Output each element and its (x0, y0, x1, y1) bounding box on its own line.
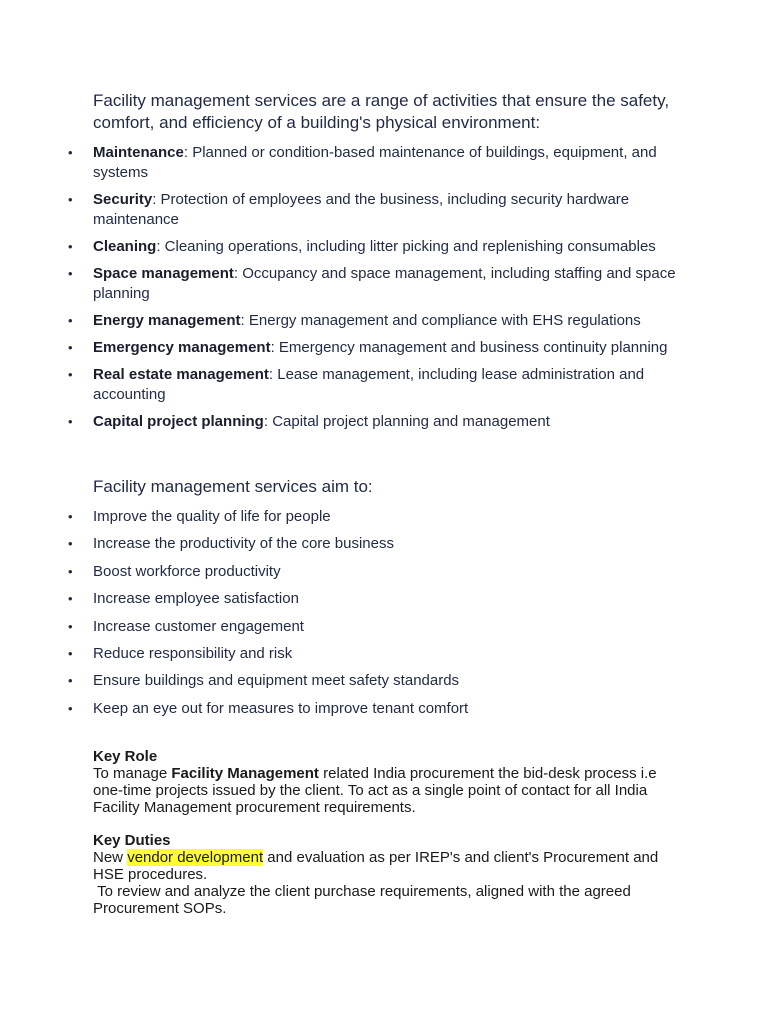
list-item (0, 412, 683, 432)
list-item (0, 143, 683, 183)
list-item (0, 338, 683, 358)
service-term: Maintenance (93, 144, 184, 161)
key-duties-heading: Key Duties (93, 832, 171, 849)
key-role-text-after: related India procurement the bid-desk process i.e one-time projects issued by the client. To act as a single point of contact for all India Facility Management procurement requirements. (93, 765, 657, 816)
bullet-icon: • (68, 239, 73, 254)
service-desc: : Planned or condition-based maintenance of buildings, equipment, and systems (93, 144, 657, 181)
service-desc: : Occupancy and space management, including staffing and space planning (93, 265, 676, 302)
bullet-icon: • (68, 645, 73, 661)
list-item (0, 589, 683, 609)
list-item (0, 507, 683, 527)
aim-text: Boost workforce productivity (93, 562, 281, 580)
bullet-icon: • (68, 673, 73, 689)
key-role-text-before: To manage (93, 765, 172, 782)
key-duties-section (93, 832, 668, 917)
service-desc: : Cleaning operations, including litter picking and replenishing consumables (156, 238, 656, 255)
aim-text: Increase the productivity of the core business (93, 535, 394, 553)
list-item (0, 311, 683, 331)
bullet-icon: • (68, 192, 73, 207)
bullet-icon: • (68, 536, 73, 552)
aim-text: Keep an eye out for measures to improve tenant comfort (93, 699, 469, 717)
services-list (0, 143, 768, 439)
bullet-icon: • (68, 563, 73, 579)
service-desc: : Energy management and compliance with EHS regulations (240, 312, 641, 329)
bullet-icon: • (68, 700, 73, 716)
service-desc: : Protection of employees and the business, including security hardware maintenance (93, 191, 630, 228)
service-term: Cleaning (93, 238, 157, 255)
bullet-icon: • (68, 509, 73, 524)
duty-line1-before: New (93, 849, 128, 866)
aims-heading: Facility management services aim to: (93, 477, 373, 496)
aim-text: Reduce responsibility and risk (93, 644, 293, 662)
aim-text: Increase employee satisfaction (93, 590, 299, 608)
list-item (0, 562, 683, 582)
service-term: Emergency management (93, 339, 271, 356)
service-term: Capital project planning (93, 413, 264, 430)
list-item (0, 365, 683, 405)
bullet-icon: • (68, 618, 73, 634)
bullet-icon: • (68, 313, 73, 328)
aim-text: Ensure buildings and equipment meet safety standards (93, 672, 460, 690)
service-term: Security (93, 191, 153, 208)
list-item (0, 699, 683, 719)
aim-text: Improve the quality of life for people (93, 508, 331, 525)
key-role-heading: Key Role (93, 748, 158, 765)
list-item (0, 190, 683, 230)
list-item (0, 617, 683, 637)
service-desc: : Lease management, including lease administration and accounting (93, 366, 645, 403)
service-term: Real estate management (93, 366, 269, 383)
bullet-icon: • (68, 340, 73, 355)
list-item (0, 671, 683, 691)
bullet-icon: • (68, 266, 73, 281)
bullet-icon: • (68, 591, 73, 607)
service-term: Energy management (93, 312, 241, 329)
list-item (0, 644, 683, 664)
bullet-icon: • (68, 414, 73, 429)
bullet-icon: • (68, 367, 73, 382)
list-item (0, 237, 683, 257)
key-role-section (93, 748, 668, 816)
duty-line1-after: and evaluation as per IREP's and client's Procurement and HSE procedures. (93, 849, 659, 883)
aim-text: Increase customer engagement (93, 617, 304, 635)
key-role-bold: Facility Management (171, 765, 319, 782)
highlighted-text: vendor development (127, 849, 264, 866)
intro-paragraph: Facility management services are a range of activities that ensure the safety, comfort, and efficiency of a building's physical environment: (93, 91, 670, 132)
duty-line2: To review and analyze the client purchase requirements, aligned with the agreed Procurement SOPs. (93, 883, 635, 917)
service-desc: : Capital project planning and management (263, 413, 550, 430)
service-term: Space management (93, 265, 234, 282)
list-item (0, 534, 683, 554)
bullet-icon: • (68, 145, 73, 160)
list-item (0, 264, 683, 304)
service-desc: : Emergency management and business continuity planning (270, 339, 668, 356)
aims-list (0, 507, 768, 726)
